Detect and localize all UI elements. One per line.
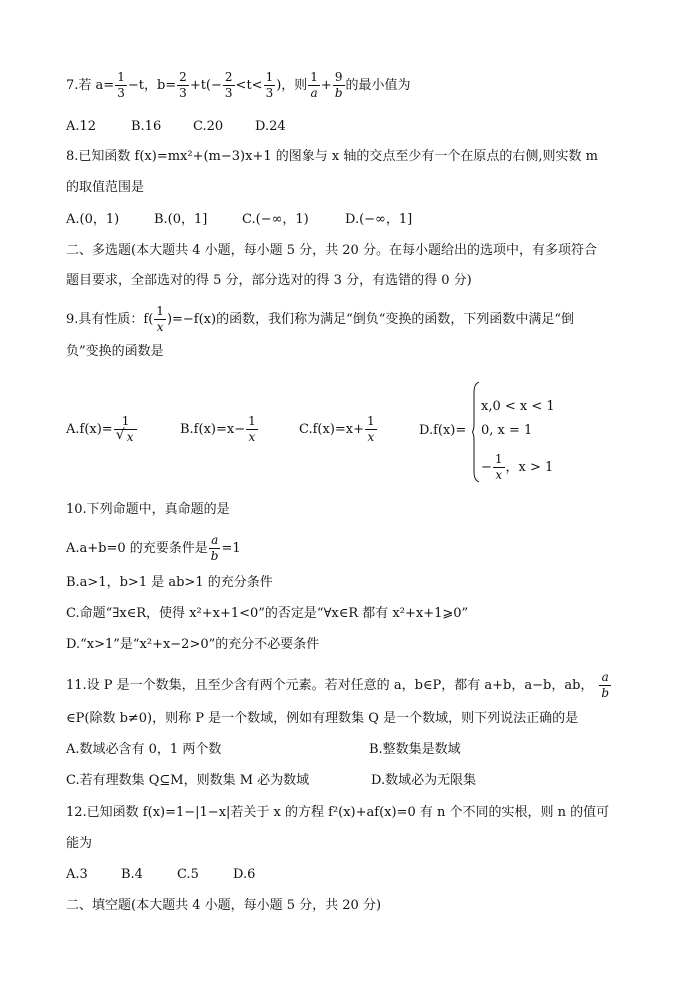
q9-case3-frac — [493, 452, 505, 483]
q12-stem-line1: 12.已知函数 f(x)=1−|1−x|若关于 x 的方程 f²(x)+af(x)=0 有 n 个不同的实根，则 n 的值可 — [66, 805, 610, 820]
q7-text: 7.若 a= — [66, 78, 115, 93]
q11-stem-line1 — [66, 670, 612, 701]
q12-option-a: A.3 — [66, 867, 88, 882]
q9-stem-line1 — [66, 304, 574, 335]
q8-option-b: B.(0，1] — [154, 212, 208, 227]
q7-option-c: C.20 — [193, 119, 224, 134]
q7-frac-4 — [264, 70, 276, 101]
q9-optC-frac — [365, 414, 377, 445]
frac-num: 1 — [310, 70, 318, 84]
q12-option-d: D.6 — [233, 867, 256, 882]
q10-stem: 10.下列命题中，真命题的是 — [66, 502, 230, 517]
frac-den: x — [156, 320, 164, 334]
q9-text: 9.具有性质：f( — [66, 312, 154, 327]
frac-num: 1 — [265, 70, 274, 84]
section-fill-blank-title: 二、填空题(本大题共 4 小题，每小题 5 分，共 20 分) — [66, 898, 382, 913]
section-multi-choice-line1: 二、多选题(本大题共 4 小题，每小题 5 分，共 20 分。在每小题给出的选项中，有多项符合 — [66, 243, 597, 258]
q10-optA-frac — [209, 533, 221, 564]
q7-text: )，则 — [276, 78, 308, 93]
frac-den: x — [495, 468, 503, 482]
q8-stem-line1: 8.已知函数 f(x)=mx²+(m−3)x+1 的图象与 x 轴的交点至少有一个在原点的右侧,则实数 m — [66, 149, 598, 164]
q9-option-b — [180, 414, 259, 445]
frac-den: 3 — [224, 86, 233, 100]
option-text: =1 — [221, 541, 241, 556]
option-text: A.a+b=0 的充要条件是 — [66, 541, 208, 556]
q7-text: 的最小值为 — [345, 78, 411, 93]
frac-num: 2 — [224, 70, 233, 84]
frac-den: 3 — [265, 86, 274, 100]
q9-case-1: x,0 < x < 1 — [481, 399, 555, 414]
frac-num: 1 — [156, 304, 164, 318]
sqrt-symbol — [115, 427, 136, 445]
frac-den: b — [601, 686, 610, 700]
q9-option-d: D.f(x)= — [419, 423, 467, 438]
q7-text: +t(− — [189, 78, 222, 93]
q7-frac-3 — [223, 70, 235, 101]
q7-option-a: A.12 — [66, 119, 97, 134]
q7-frac-1 — [115, 70, 127, 101]
q7-option-b: B.16 — [131, 119, 162, 134]
minus-sign: − — [481, 460, 492, 475]
q9-stem-line2: 负”变换的函数是 — [66, 344, 164, 359]
q7-frac-5 — [308, 70, 320, 101]
q10-option-b: B.a>1，b>1 是 ab>1 的充分条件 — [66, 575, 273, 590]
q8-option-d: D.(−∞，1] — [345, 212, 413, 227]
frac-den: x — [367, 430, 375, 444]
frac-den: b — [210, 549, 219, 563]
option-label: A.f(x)= — [66, 422, 113, 437]
q11-text: 11.设 P 是一个数集，且至少含有两个元素。若对任意的 a，b∈P，都有 a+b，a−b，ab， — [66, 678, 594, 693]
frac-den: a — [310, 86, 318, 100]
q12-stem-line2: 能为 — [66, 836, 93, 851]
frac-den: x — [248, 430, 256, 444]
q9-optA-frac — [114, 414, 138, 445]
q11-stem-line2: ∈P(除数 b≠0)，则称 P 是一个数域，例如有理数集 Q 是一个数域，则下列说法正确的是 — [66, 711, 579, 726]
q7-option-d: D.24 — [255, 119, 286, 134]
q8-options — [66, 213, 412, 226]
q11-option-b: B.整数集是数域 — [369, 742, 461, 757]
q11-option-c: C.若有理数集 Q⊆M，则数集 M 必为数域 — [66, 773, 310, 788]
q11-frac — [599, 670, 611, 701]
q9-frac — [154, 304, 166, 335]
q12-option-c: C.5 — [177, 867, 199, 882]
q10-option-d: D.“x>1”是“x²+x−2>0”的充分不必要条件 — [66, 637, 320, 652]
frac-num: a — [599, 670, 611, 686]
q11-option-a: A.数域必含有 0，1 两个数 — [66, 742, 222, 757]
q8-stem-line2: 的取值范围是 — [66, 180, 145, 195]
q7-options — [66, 120, 286, 133]
frac-num: 1 — [494, 452, 503, 466]
frac-num: 1 — [367, 414, 375, 428]
radicand: x — [126, 430, 134, 444]
frac-num: 1 — [248, 414, 256, 428]
frac-den: 3 — [117, 86, 125, 100]
piecewise-brace — [472, 382, 480, 482]
q9-text: )=−f(x)的函数，我们称为满足“倒负“变换的函数，下列函数中满足“倒 — [166, 312, 575, 327]
option-label: B.f(x)=x− — [180, 422, 246, 437]
q10-option-c: C.命题“∃x∈R，使得 x²+x+1<0”的否定是“∀x∈R 都有 x²+x+1⩾0” — [66, 606, 469, 621]
frac-num: 9 — [333, 70, 345, 86]
q10-option-a — [66, 533, 241, 564]
q9-optB-frac — [246, 414, 258, 445]
q9-option-c — [299, 414, 378, 445]
q7-text: + — [320, 78, 332, 93]
frac-den — [114, 427, 138, 445]
q7-text: −t，b= — [127, 78, 177, 93]
q7-frac-6 — [333, 70, 345, 101]
frac-num: a — [209, 533, 221, 549]
q7-frac-2 — [177, 70, 189, 101]
q12-options — [66, 868, 255, 881]
frac-den: b — [334, 86, 343, 100]
q12-option-b: B.4 — [121, 867, 143, 882]
q7-stem — [66, 70, 411, 101]
option-label: C.f(x)=x+ — [299, 422, 365, 437]
frac-den: 3 — [179, 86, 187, 100]
radical-sign: √ — [115, 427, 125, 443]
frac-num: 1 — [114, 414, 138, 430]
frac-num: 1 — [117, 70, 125, 84]
q8-option-c: C.(−∞，1) — [242, 212, 309, 227]
q9-case-3 — [481, 452, 553, 483]
q9-option-a — [66, 414, 138, 445]
q9-case-2: 0, x = 1 — [481, 423, 533, 438]
q11-option-d: D.数域必为无限集 — [371, 773, 477, 788]
section-multi-choice-line2: 题目要求，全部选对的得 5 分，部分选对的得 3 分，有选错的得 0 分) — [66, 273, 472, 288]
frac-num: 2 — [179, 70, 187, 84]
q7-text: <t< — [235, 78, 263, 93]
q8-option-a: A.(0，1) — [66, 212, 120, 227]
case-condition: ，x > 1 — [505, 460, 554, 475]
